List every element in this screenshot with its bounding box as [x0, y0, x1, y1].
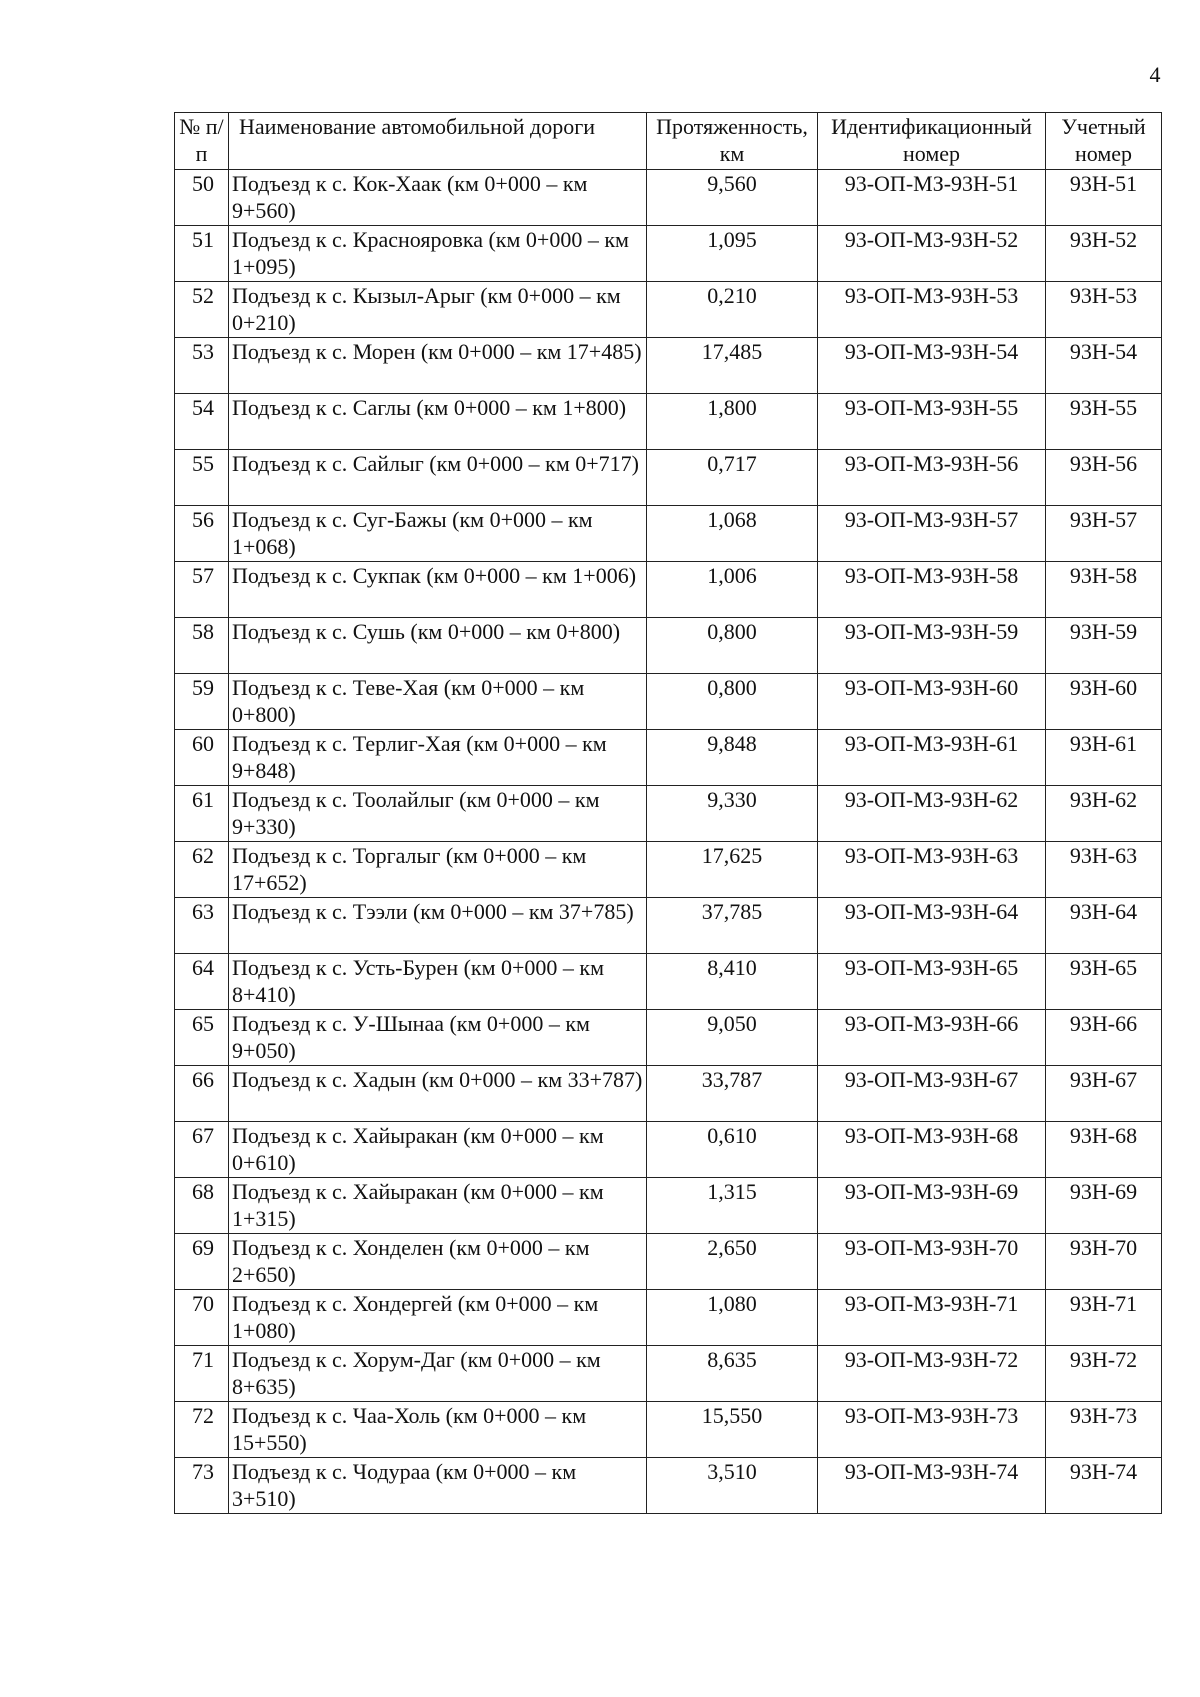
cell-row-number: 56: [175, 506, 229, 562]
cell-length: 0,800: [647, 618, 818, 674]
cell-identification-number: 93-ОП-МЗ-93Н-59: [818, 618, 1046, 674]
cell-identification-number: 93-ОП-МЗ-93Н-58: [818, 562, 1046, 618]
cell-length: 8,410: [647, 954, 818, 1010]
cell-row-number: 59: [175, 674, 229, 730]
cell-row-number: 62: [175, 842, 229, 898]
cell-identification-number: 93-ОП-МЗ-93Н-63: [818, 842, 1046, 898]
cell-length: 0,610: [647, 1122, 818, 1178]
cell-row-number: 54: [175, 394, 229, 450]
table-body: [175, 170, 1162, 1514]
cell-identification-number: 93-ОП-МЗ-93Н-65: [818, 954, 1046, 1010]
table-row: [175, 842, 1162, 898]
cell-length: 1,800: [647, 394, 818, 450]
table-row: [175, 170, 1162, 226]
cell-row-number: 61: [175, 786, 229, 842]
cell-account-number: 93Н-59: [1046, 618, 1162, 674]
cell-road-name: Подъезд к с. Теве-Хая (км 0+000 – км 0+800): [229, 674, 647, 730]
cell-identification-number: 93-ОП-МЗ-93Н-69: [818, 1178, 1046, 1234]
table-header-row: [175, 113, 1162, 170]
cell-road-name: Подъезд к с. Хондергей (км 0+000 – км 1+080): [229, 1290, 647, 1346]
table-row: [175, 1010, 1162, 1066]
cell-road-name: Подъезд к с. Кызыл-Арыг (км 0+000 – км 0+210): [229, 282, 647, 338]
cell-length: 1,315: [647, 1178, 818, 1234]
cell-length: 1,006: [647, 562, 818, 618]
cell-road-name: Подъезд к с. Тээли (км 0+000 – км 37+785): [229, 898, 647, 954]
cell-length: 9,050: [647, 1010, 818, 1066]
table-row: [175, 674, 1162, 730]
table-row: [175, 1458, 1162, 1514]
header-road-name: Наименование автомобильной дороги: [229, 113, 647, 170]
table-row: [175, 1122, 1162, 1178]
cell-identification-number: 93-ОП-МЗ-93Н-67: [818, 1066, 1046, 1122]
table-row: [175, 1178, 1162, 1234]
cell-road-name: Подъезд к с. Чаа-Холь (км 0+000 – км 15+550): [229, 1402, 647, 1458]
table-row: [175, 730, 1162, 786]
cell-account-number: 93Н-73: [1046, 1402, 1162, 1458]
cell-identification-number: 93-ОП-МЗ-93Н-74: [818, 1458, 1046, 1514]
cell-length: 9,330: [647, 786, 818, 842]
cell-row-number: 60: [175, 730, 229, 786]
cell-row-number: 55: [175, 450, 229, 506]
cell-length: 9,560: [647, 170, 818, 226]
cell-road-name: Подъезд к с. Терлиг-Хая (км 0+000 – км 9+848): [229, 730, 647, 786]
cell-road-name: Подъезд к с. Тоолайлыг (км 0+000 – км 9+330): [229, 786, 647, 842]
cell-identification-number: 93-ОП-МЗ-93Н-54: [818, 338, 1046, 394]
roads-table: [174, 112, 1162, 1514]
cell-length: 33,787: [647, 1066, 818, 1122]
cell-identification-number: 93-ОП-МЗ-93Н-68: [818, 1122, 1046, 1178]
cell-road-name: Подъезд к с. Сукпак (км 0+000 – км 1+006): [229, 562, 647, 618]
cell-identification-number: 93-ОП-МЗ-93Н-51: [818, 170, 1046, 226]
table-row: [175, 786, 1162, 842]
cell-account-number: 93Н-67: [1046, 1066, 1162, 1122]
cell-road-name: Подъезд к с. Краснояровка (км 0+000 – км 1+095): [229, 226, 647, 282]
cell-account-number: 93Н-55: [1046, 394, 1162, 450]
table-row: [175, 506, 1162, 562]
cell-identification-number: 93-ОП-МЗ-93Н-55: [818, 394, 1046, 450]
cell-road-name: Подъезд к с. Морен (км 0+000 – км 17+485): [229, 338, 647, 394]
cell-account-number: 93Н-62: [1046, 786, 1162, 842]
cell-row-number: 71: [175, 1346, 229, 1402]
table-row: [175, 1290, 1162, 1346]
table-row: [175, 450, 1162, 506]
cell-identification-number: 93-ОП-МЗ-93Н-72: [818, 1346, 1046, 1402]
cell-identification-number: 93-ОП-МЗ-93Н-66: [818, 1010, 1046, 1066]
cell-road-name: Подъезд к с. Торгалыг (км 0+000 – км 17+652): [229, 842, 647, 898]
cell-account-number: 93Н-74: [1046, 1458, 1162, 1514]
cell-length: 9,848: [647, 730, 818, 786]
cell-identification-number: 93-ОП-МЗ-93Н-60: [818, 674, 1046, 730]
cell-length: 8,635: [647, 1346, 818, 1402]
cell-account-number: 93Н-63: [1046, 842, 1162, 898]
cell-row-number: 70: [175, 1290, 229, 1346]
cell-account-number: 93Н-68: [1046, 1122, 1162, 1178]
cell-length: 37,785: [647, 898, 818, 954]
cell-identification-number: 93-ОП-МЗ-93Н-53: [818, 282, 1046, 338]
cell-road-name: Подъезд к с. Саглы (км 0+000 – км 1+800): [229, 394, 647, 450]
cell-row-number: 63: [175, 898, 229, 954]
cell-length: 15,550: [647, 1402, 818, 1458]
cell-length: 2,650: [647, 1234, 818, 1290]
cell-account-number: 93Н-57: [1046, 506, 1162, 562]
cell-length: 17,485: [647, 338, 818, 394]
cell-road-name: Подъезд к с. Сушь (км 0+000 – км 0+800): [229, 618, 647, 674]
cell-account-number: 93Н-56: [1046, 450, 1162, 506]
cell-row-number: 68: [175, 1178, 229, 1234]
cell-account-number: 93Н-58: [1046, 562, 1162, 618]
table-row: [175, 1234, 1162, 1290]
cell-identification-number: 93-ОП-МЗ-93Н-52: [818, 226, 1046, 282]
table-row: [175, 394, 1162, 450]
cell-row-number: 58: [175, 618, 229, 674]
cell-identification-number: 93-ОП-МЗ-93Н-64: [818, 898, 1046, 954]
cell-identification-number: 93-ОП-МЗ-93Н-56: [818, 450, 1046, 506]
cell-identification-number: 93-ОП-МЗ-93Н-70: [818, 1234, 1046, 1290]
table-row: [175, 226, 1162, 282]
table-row: [175, 1402, 1162, 1458]
cell-row-number: 57: [175, 562, 229, 618]
cell-identification-number: 93-ОП-МЗ-93Н-62: [818, 786, 1046, 842]
header-account-number: Учетный номер: [1046, 113, 1162, 170]
cell-identification-number: 93-ОП-МЗ-93Н-57: [818, 506, 1046, 562]
cell-road-name: Подъезд к с. Суг-Бажы (км 0+000 – км 1+068): [229, 506, 647, 562]
cell-row-number: 73: [175, 1458, 229, 1514]
cell-road-name: Подъезд к с. Хонделен (км 0+000 – км 2+650): [229, 1234, 647, 1290]
cell-row-number: 52: [175, 282, 229, 338]
cell-row-number: 67: [175, 1122, 229, 1178]
cell-road-name: Подъезд к с. Сайлыг (км 0+000 – км 0+717): [229, 450, 647, 506]
cell-length: 1,068: [647, 506, 818, 562]
table-row: [175, 618, 1162, 674]
table-row: [175, 338, 1162, 394]
cell-account-number: 93Н-69: [1046, 1178, 1162, 1234]
page-number: 4: [1149, 62, 1161, 87]
table-row: [175, 954, 1162, 1010]
cell-row-number: 69: [175, 1234, 229, 1290]
cell-row-number: 50: [175, 170, 229, 226]
cell-length: 17,625: [647, 842, 818, 898]
cell-length: 0,717: [647, 450, 818, 506]
cell-row-number: 53: [175, 338, 229, 394]
cell-road-name: Подъезд к с. Хадын (км 0+000 – км 33+787): [229, 1066, 647, 1122]
cell-identification-number: 93-ОП-МЗ-93Н-61: [818, 730, 1046, 786]
header-identification-number: Идентификационный номер: [818, 113, 1046, 170]
cell-account-number: 93Н-53: [1046, 282, 1162, 338]
cell-length: 3,510: [647, 1458, 818, 1514]
cell-account-number: 93Н-51: [1046, 170, 1162, 226]
table-row: [175, 898, 1162, 954]
cell-length: 1,080: [647, 1290, 818, 1346]
cell-account-number: 93Н-60: [1046, 674, 1162, 730]
cell-length: 0,210: [647, 282, 818, 338]
cell-road-name: Подъезд к с. У-Шынаа (км 0+000 – км 9+050): [229, 1010, 647, 1066]
cell-length: 1,095: [647, 226, 818, 282]
cell-road-name: Подъезд к с. Хорум-Даг (км 0+000 – км 8+635): [229, 1346, 647, 1402]
table-row: [175, 282, 1162, 338]
cell-length: 0,800: [647, 674, 818, 730]
cell-account-number: 93Н-61: [1046, 730, 1162, 786]
cell-account-number: 93Н-71: [1046, 1290, 1162, 1346]
cell-road-name: Подъезд к с. Хайыракан (км 0+000 – км 1+315): [229, 1178, 647, 1234]
cell-identification-number: 93-ОП-МЗ-93Н-73: [818, 1402, 1046, 1458]
cell-account-number: 93Н-52: [1046, 226, 1162, 282]
cell-road-name: Подъезд к с. Чодураа (км 0+000 – км 3+510): [229, 1458, 647, 1514]
cell-road-name: Подъезд к с. Усть-Бурен (км 0+000 – км 8+410): [229, 954, 647, 1010]
header-length: Протяженность, км: [647, 113, 818, 170]
cell-account-number: 93Н-72: [1046, 1346, 1162, 1402]
cell-row-number: 51: [175, 226, 229, 282]
cell-account-number: 93Н-66: [1046, 1010, 1162, 1066]
cell-account-number: 93Н-65: [1046, 954, 1162, 1010]
cell-row-number: 72: [175, 1402, 229, 1458]
table-row: [175, 1346, 1162, 1402]
cell-road-name: Подъезд к с. Кок-Хаак (км 0+000 – км 9+560): [229, 170, 647, 226]
cell-row-number: 64: [175, 954, 229, 1010]
cell-row-number: 65: [175, 1010, 229, 1066]
cell-account-number: 93Н-70: [1046, 1234, 1162, 1290]
cell-account-number: 93Н-64: [1046, 898, 1162, 954]
cell-road-name: Подъезд к с. Хайыракан (км 0+000 – км 0+610): [229, 1122, 647, 1178]
table-row: [175, 1066, 1162, 1122]
table-row: [175, 562, 1162, 618]
header-row-number: № п/п: [175, 113, 229, 170]
cell-row-number: 66: [175, 1066, 229, 1122]
cell-identification-number: 93-ОП-МЗ-93Н-71: [818, 1290, 1046, 1346]
cell-account-number: 93Н-54: [1046, 338, 1162, 394]
